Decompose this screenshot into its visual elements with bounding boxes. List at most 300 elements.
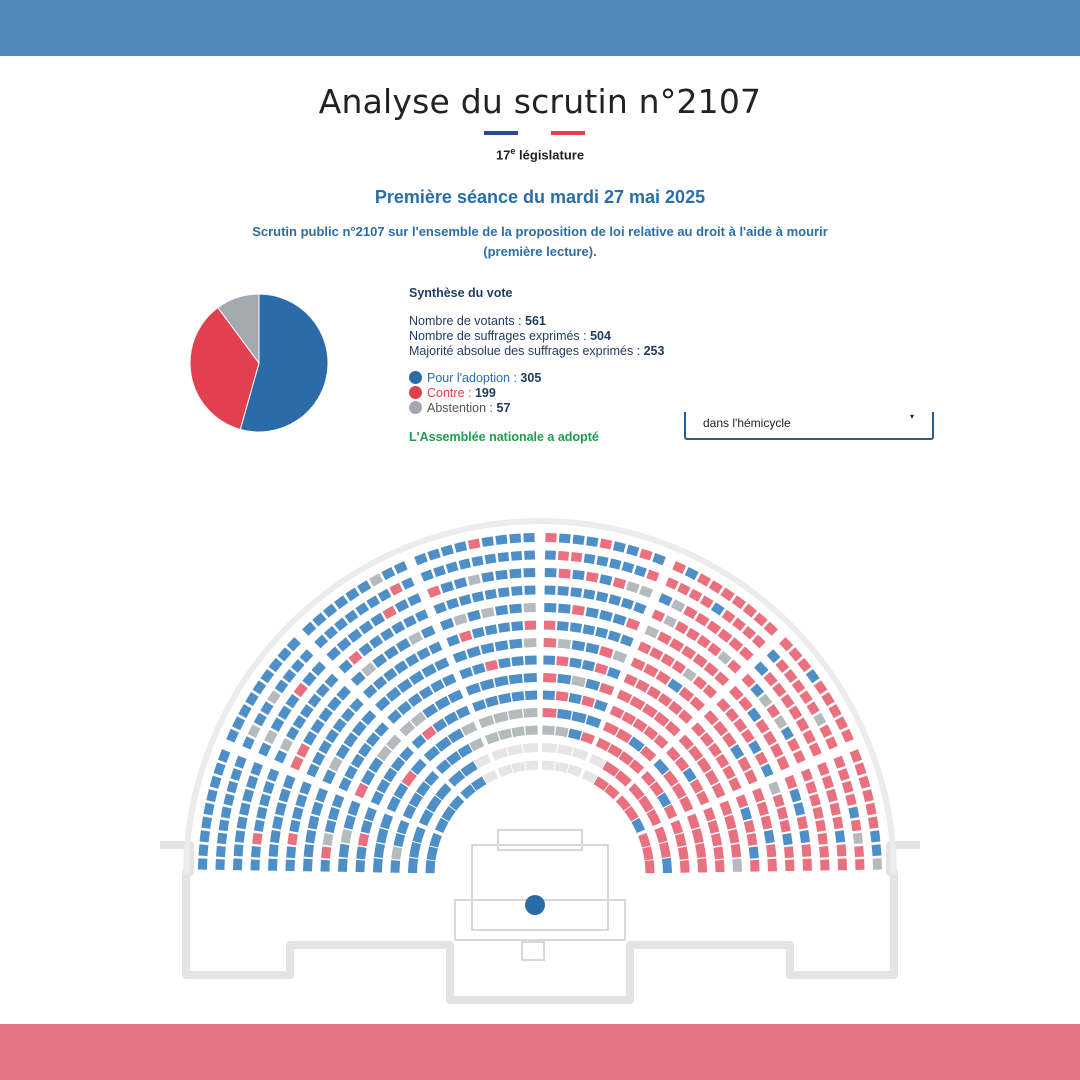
seat [685,671,694,678]
seat [643,749,653,758]
seat [809,672,816,681]
majorite-row: Majorité absolue des suffrages exprimés : 253 [409,344,665,358]
seat [543,695,555,696]
seat [768,831,770,843]
seat [791,740,796,750]
seat [784,821,786,832]
seat [499,662,510,664]
seat [600,543,611,545]
seat [682,847,684,859]
seat [417,828,422,842]
seat [610,748,621,754]
seat [810,783,813,793]
seat [572,680,585,683]
seat [718,847,720,859]
seat [699,639,708,645]
seat [295,758,300,769]
seat [359,584,369,590]
seat [258,821,260,832]
seat [423,630,434,635]
seat [672,642,682,648]
seat [837,817,839,828]
seat [481,683,494,687]
seat [730,663,738,670]
seat [458,710,469,715]
seat [596,667,607,670]
seat [715,834,717,846]
seat [366,688,374,696]
seat [468,650,480,654]
seat [587,541,598,543]
seat [673,603,683,608]
seat [279,752,284,762]
seat [663,657,673,663]
seat [512,626,523,627]
seat [496,539,507,540]
seat [605,765,617,773]
seat [544,608,556,609]
seat [741,759,747,770]
seat [687,571,697,576]
seat [387,649,397,656]
seat [378,725,386,734]
seat [597,560,607,562]
seat [600,687,612,691]
seat [618,774,629,784]
seat [453,799,461,809]
seat [431,847,433,859]
seat [499,697,511,699]
seat [619,799,627,809]
seat [315,803,319,815]
seat [340,747,347,758]
seat [419,651,429,656]
seat [281,650,288,658]
seat [642,798,650,810]
seat [352,802,356,814]
seat [854,751,858,762]
seat [649,861,650,874]
seat [608,671,619,675]
seat [397,603,407,608]
seat [732,689,740,698]
seat [818,683,824,692]
seat [644,774,652,783]
seat [496,574,507,575]
seat [584,774,595,780]
seat [759,754,764,764]
seat [493,752,507,757]
seat [688,632,697,638]
seat [720,654,728,661]
seat [667,773,675,784]
seat [322,710,329,720]
seat [582,700,593,703]
seat [635,820,641,831]
seat [583,664,594,667]
seat [674,664,683,670]
seat [381,829,384,842]
scrutin-description: Scrutin public n°2107 sur l'ensemble de la proposition de loi relative au droit à l'aide à mourir (première lecture). [252,224,828,259]
seat [573,574,584,575]
seat [830,790,833,801]
seat [244,804,247,815]
seat [635,606,645,610]
seat [460,748,471,754]
seat [469,579,480,582]
seat [657,738,666,746]
seat [340,641,349,648]
seat [296,808,299,819]
seat [380,748,388,758]
seat [700,844,702,858]
seat [699,577,709,582]
legislature-label: 17e législature [495,146,585,163]
seat [311,696,318,705]
seat [258,715,263,724]
seat [558,749,572,752]
seat [403,581,413,585]
seat [330,650,339,658]
seat [312,817,315,829]
votants-row: Nombre de votants : 561 [409,314,546,328]
seat [327,629,335,636]
seat [777,795,780,806]
seat [787,672,794,680]
seat [558,556,569,557]
seat [693,700,702,708]
seat [719,756,725,766]
seat [450,694,462,700]
seat [362,624,371,631]
seat [499,592,510,593]
seat [218,764,221,775]
seat [735,844,737,857]
seat [403,750,411,759]
seat [748,821,751,832]
seat [277,817,279,829]
seat [398,785,405,797]
seat [598,742,609,747]
seat [278,682,284,691]
seat [496,610,508,612]
seat [573,539,584,540]
seat [697,617,707,623]
seat [660,597,671,602]
seat [542,748,557,749]
bottom-banner [0,1024,1080,1080]
seat [543,660,555,661]
seat [337,599,346,606]
seat [752,743,758,753]
seat [824,847,825,858]
seat [756,790,760,802]
seat [344,711,351,720]
seat [362,834,364,846]
seat [671,704,680,711]
seat [246,738,250,748]
seat [394,625,403,630]
president-seat [525,895,545,915]
tribune-box [472,845,608,930]
seat [290,640,298,648]
seat [829,738,833,748]
seat [372,760,379,771]
seat [289,697,296,706]
seat [648,574,658,578]
seat [428,774,436,783]
seat [261,808,263,819]
summary-heading: Synthèse du vote [409,286,513,300]
seat [421,690,431,696]
seat [447,566,457,569]
seat [271,693,277,702]
seat [371,577,381,582]
seat [286,672,293,680]
seat [807,732,812,742]
seat [631,740,642,748]
seat [351,654,359,661]
seat [228,795,231,805]
seat [322,743,328,753]
seat [628,809,635,820]
seat [647,847,649,859]
seat [685,610,695,616]
seat [641,553,652,556]
seat [460,599,471,602]
seat [408,657,418,663]
seat [676,785,683,797]
seat [556,731,568,733]
seat [369,809,373,820]
seat [735,621,743,628]
seat [500,769,512,773]
seat [813,744,818,755]
seat [348,591,357,597]
seat [480,719,493,724]
seat [737,859,738,872]
seat [472,560,482,562]
seat [746,607,755,614]
seat [442,549,453,552]
seat [350,632,359,639]
seat [810,704,816,713]
seat [305,625,313,633]
seat [273,845,274,857]
seat [422,574,432,578]
seat [267,783,270,793]
seat [637,683,647,689]
seat [792,708,798,718]
seat [826,777,830,788]
seat [512,731,524,733]
seat [214,777,217,788]
seat [327,771,332,782]
seat [348,768,354,778]
seat [239,757,243,767]
seat [364,666,373,674]
seat [378,859,379,873]
seat [709,624,718,631]
seat [659,828,664,842]
seat [597,596,608,598]
seat [430,861,431,874]
seat [325,860,326,872]
seat [413,795,419,806]
contre-dot-icon [409,386,422,399]
seat [850,795,853,805]
seat [732,779,737,790]
seat [486,664,497,667]
display-mode-select[interactable] [684,412,934,440]
top-banner [0,0,1080,56]
seat [427,749,437,758]
seat [449,755,459,762]
seat [222,833,223,844]
seat [400,704,409,711]
seat [414,762,423,772]
seat [720,701,728,709]
seat [221,846,222,857]
seat [726,735,733,745]
seat [543,678,556,679]
seat [767,733,773,743]
seat [524,713,538,714]
seat [510,608,522,609]
flag-white [518,131,552,135]
seat [347,613,356,619]
legend-abstention: Abstention : 57 [409,401,664,416]
seat [211,790,214,801]
seat [669,750,677,759]
seat [434,835,438,847]
legend-contre: Contre : 199 [409,386,664,401]
seat [571,592,582,593]
seat [287,777,291,788]
seat [610,563,620,566]
seat [558,608,570,609]
seat [863,777,866,788]
seat [706,688,714,696]
tribune-top [498,830,582,850]
seat [558,713,572,715]
suffrages-row: Nombre de suffrages exprimés : 504 [409,329,611,343]
seat [383,571,393,576]
seat [450,733,462,740]
seat [624,716,634,722]
seat [839,831,840,842]
flag-blue [484,131,518,135]
seat [387,770,394,780]
seat [301,745,307,756]
seat [642,835,646,847]
seat [386,671,395,678]
seat [442,622,453,626]
seat [315,616,323,623]
seat [482,612,494,614]
seat [734,599,743,606]
tricolor-divider [484,131,585,135]
seat [773,783,777,794]
seat [867,790,870,801]
seat [329,821,332,832]
seat [495,680,508,683]
seat [398,642,408,648]
seat [656,715,666,723]
seat [485,558,495,560]
seat [623,566,633,569]
seat [439,763,448,771]
seat [759,722,766,732]
seat [380,593,389,598]
seat [591,758,604,765]
seat [510,538,521,539]
seat [695,657,705,664]
seat [362,746,369,755]
seat [405,773,413,784]
seat [586,612,598,614]
seat [717,675,726,683]
seat [376,679,385,686]
seat [712,746,719,755]
seat [737,721,744,730]
seat [435,570,445,573]
seat [678,760,685,769]
seat [297,685,304,694]
seat [292,834,294,845]
seat [365,713,373,722]
seat [707,809,711,820]
seat [621,755,631,762]
seat [801,817,803,829]
seat [644,707,655,714]
seat [329,732,335,741]
seat [762,696,769,705]
seat [684,861,685,873]
seat [438,740,449,748]
seat [745,732,751,741]
seat [279,803,282,815]
seat [203,845,204,856]
seat [361,646,370,653]
seat [524,643,536,644]
seat [789,777,793,788]
seat [805,770,809,780]
seat [348,816,352,829]
seat [651,651,661,656]
seat [460,563,470,566]
vote-summary [409,286,664,444]
seat [463,765,475,773]
seat [710,646,719,653]
seat [433,683,443,689]
seat [845,731,850,741]
seat [666,858,667,873]
seat [842,770,845,780]
seat [414,843,417,857]
seat [825,694,831,704]
seat [395,760,402,769]
seat [781,808,784,819]
seat [435,606,445,610]
seat [230,731,235,741]
seat [731,641,740,648]
seat [512,696,524,698]
seat [255,764,259,775]
seat [612,710,623,715]
seat [754,686,761,694]
seat [748,771,753,782]
